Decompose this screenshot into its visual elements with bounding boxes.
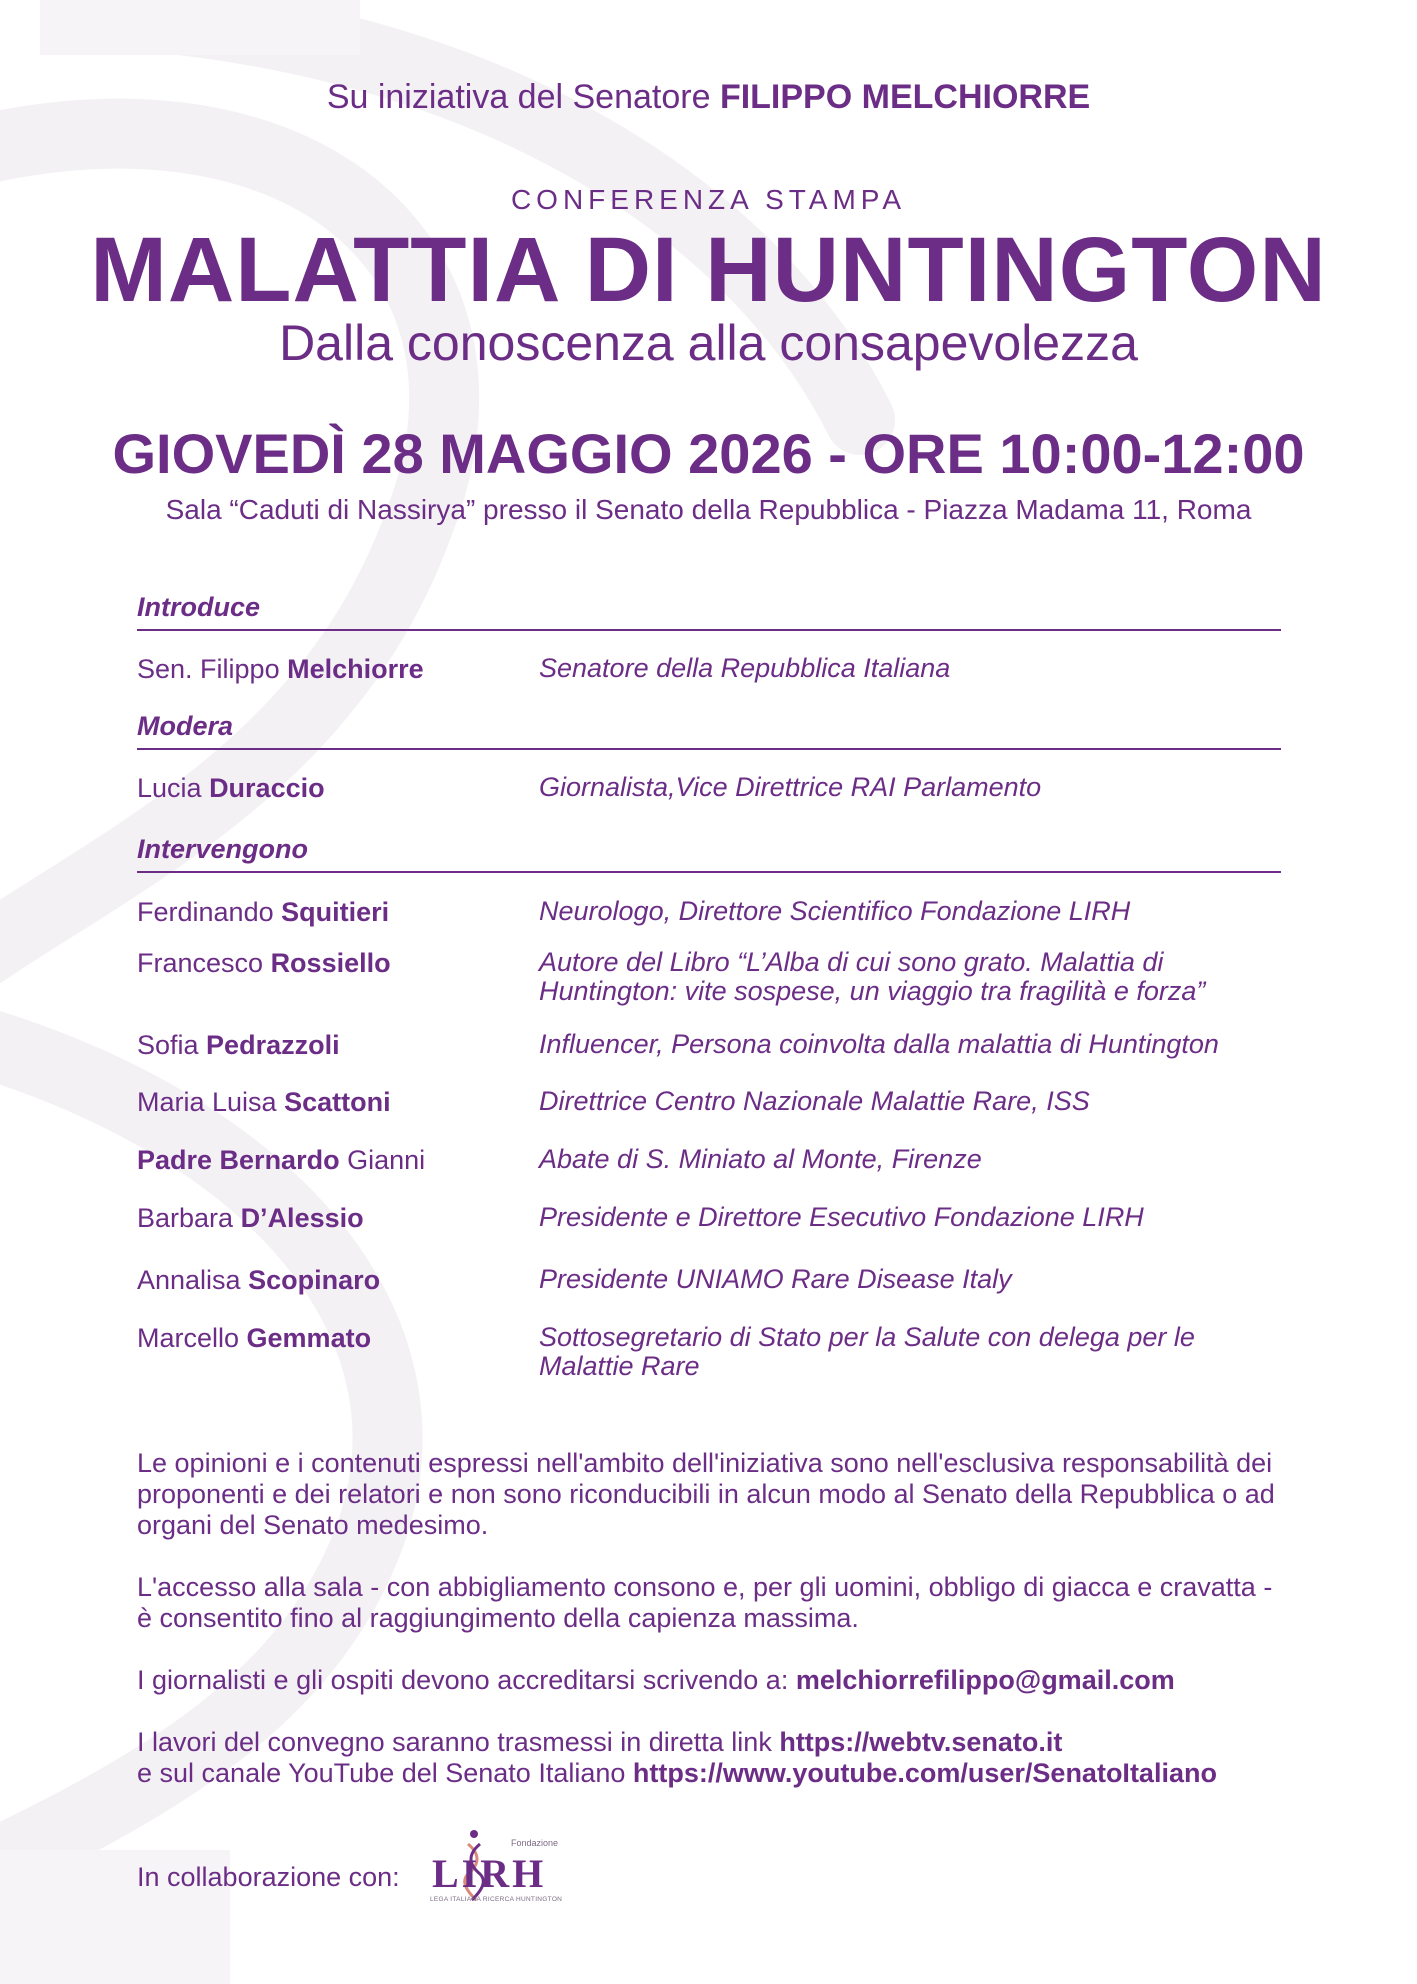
speaker-name: Francesco Rossiello xyxy=(137,948,391,978)
event-subtitle: Dalla conoscenza alla consapevolezza xyxy=(279,315,1138,371)
logo-wordmark: LIRH xyxy=(432,1851,547,1896)
collaboration-label: In collaborazione con: xyxy=(137,1862,400,1892)
section-heading-intervengono: Intervengono xyxy=(137,834,1281,873)
event-date-time: GIOVEDÌ 28 MAGGIO 2026 - ORE 10:00-12:00 xyxy=(112,422,1305,485)
press-conference-kicker: CONFERENZA STAMPA xyxy=(510,184,907,215)
initiative-prefix: Su iniziativa del Senatore xyxy=(326,78,720,116)
speaker-role: Direttrice Centro Nazionale Malattie Rare, ISS xyxy=(539,1086,1090,1116)
section-heading-modera: Modera xyxy=(137,711,1281,750)
speaker-role: Neurologo, Direttore Scientifico Fondazione LIRH xyxy=(539,896,1131,926)
event-title: MALATTIA DI HUNTINGTON xyxy=(90,219,1327,321)
speaker-name: Padre Bernardo Gianni xyxy=(137,1145,426,1175)
disclaimer-text: Le opinioni e i contenuti espressi nell'ambito dell'iniziativa sono nell'esclusiva responsabilità dei proponenti e dei relatori e non sono riconducibili in alcun modo al Senato della Repubblica o ad organi del Senato medesimo. xyxy=(137,1448,1275,1540)
speaker-role: Autore del Libro “L’Alba di cui sono grato. Malattia di Huntington: vite sospese, un viaggio tra fragilità e forza” xyxy=(539,947,1206,1006)
access-text: L'accesso alla sala - con abbigliamento consono e, per gli uomini, obbligo di giacca e cravatta - è consentito fino al raggiungimento della capienza massima. xyxy=(137,1572,1273,1633)
speaker-role: Abate di S. Miniato al Monte, Firenze xyxy=(539,1144,982,1174)
senator-name: FILIPPO MELCHIORRE xyxy=(719,78,1091,116)
speaker-role: Giornalista,Vice Direttrice RAI Parlamento xyxy=(539,772,1042,802)
logo-tagline: LEGA ITALIANA RICERCA HUNTINGTON xyxy=(430,1896,563,1903)
speaker-role: Influencer, Persona coinvolta dalla malattia di Huntington xyxy=(539,1029,1219,1059)
logo-fondazione: Fondazione xyxy=(510,1838,558,1848)
speaker-name: Annalisa Scopinaro xyxy=(137,1265,381,1295)
speaker-role: Presidente e Direttore Esecutivo Fondazione LIRH xyxy=(539,1202,1144,1232)
speaker-name: Barbara D’Alessio xyxy=(137,1203,364,1233)
accreditation-email-link[interactable]: melchiorrefilippo@gmail.com xyxy=(795,1665,1175,1695)
accreditation-text: I giornalisti e gli ospiti devono accreditarsi scrivendo a: melchiorrefilippo@gmail.com xyxy=(137,1665,1175,1695)
speaker-name: Sofia Pedrazzoli xyxy=(137,1030,340,1060)
speaker-name: Sen. Filippo Melchiorre xyxy=(137,654,424,684)
speaker-role: Sottosegretario di Stato per la Salute con delega per le Malattie Rare xyxy=(539,1322,1195,1381)
speaker-name: Lucia Duraccio xyxy=(137,773,325,803)
speaker-name: Ferdinando Squitieri xyxy=(137,897,390,927)
initiative-line xyxy=(0,78,1417,117)
streaming-text: I lavori del convegno saranno trasmessi in diretta link https://webtv.senato.it e sul canale YouTube del Senato Italiano https://www.youtube.com/user/SenatoItaliano xyxy=(137,1727,1217,1788)
speaker-role: Presidente UNIAMO Rare Disease Italy xyxy=(539,1264,1012,1294)
lirh-logo xyxy=(428,1828,563,1904)
speaker-name: Maria Luisa Scattoni xyxy=(137,1087,391,1117)
section-heading-introduce: Introduce xyxy=(137,592,1281,631)
youtube-link[interactable]: https://www.youtube.com/user/SenatoItaliano xyxy=(632,1758,1217,1788)
event-venue: Sala “Caduti di Nassirya” presso il Senato della Repubblica - Piazza Madama 11, Roma xyxy=(165,494,1252,525)
webtv-link[interactable]: https://webtv.senato.it xyxy=(779,1727,1063,1757)
speaker-role: Senatore della Repubblica Italiana xyxy=(539,653,951,683)
speaker-name: Marcello Gemmato xyxy=(137,1323,372,1353)
